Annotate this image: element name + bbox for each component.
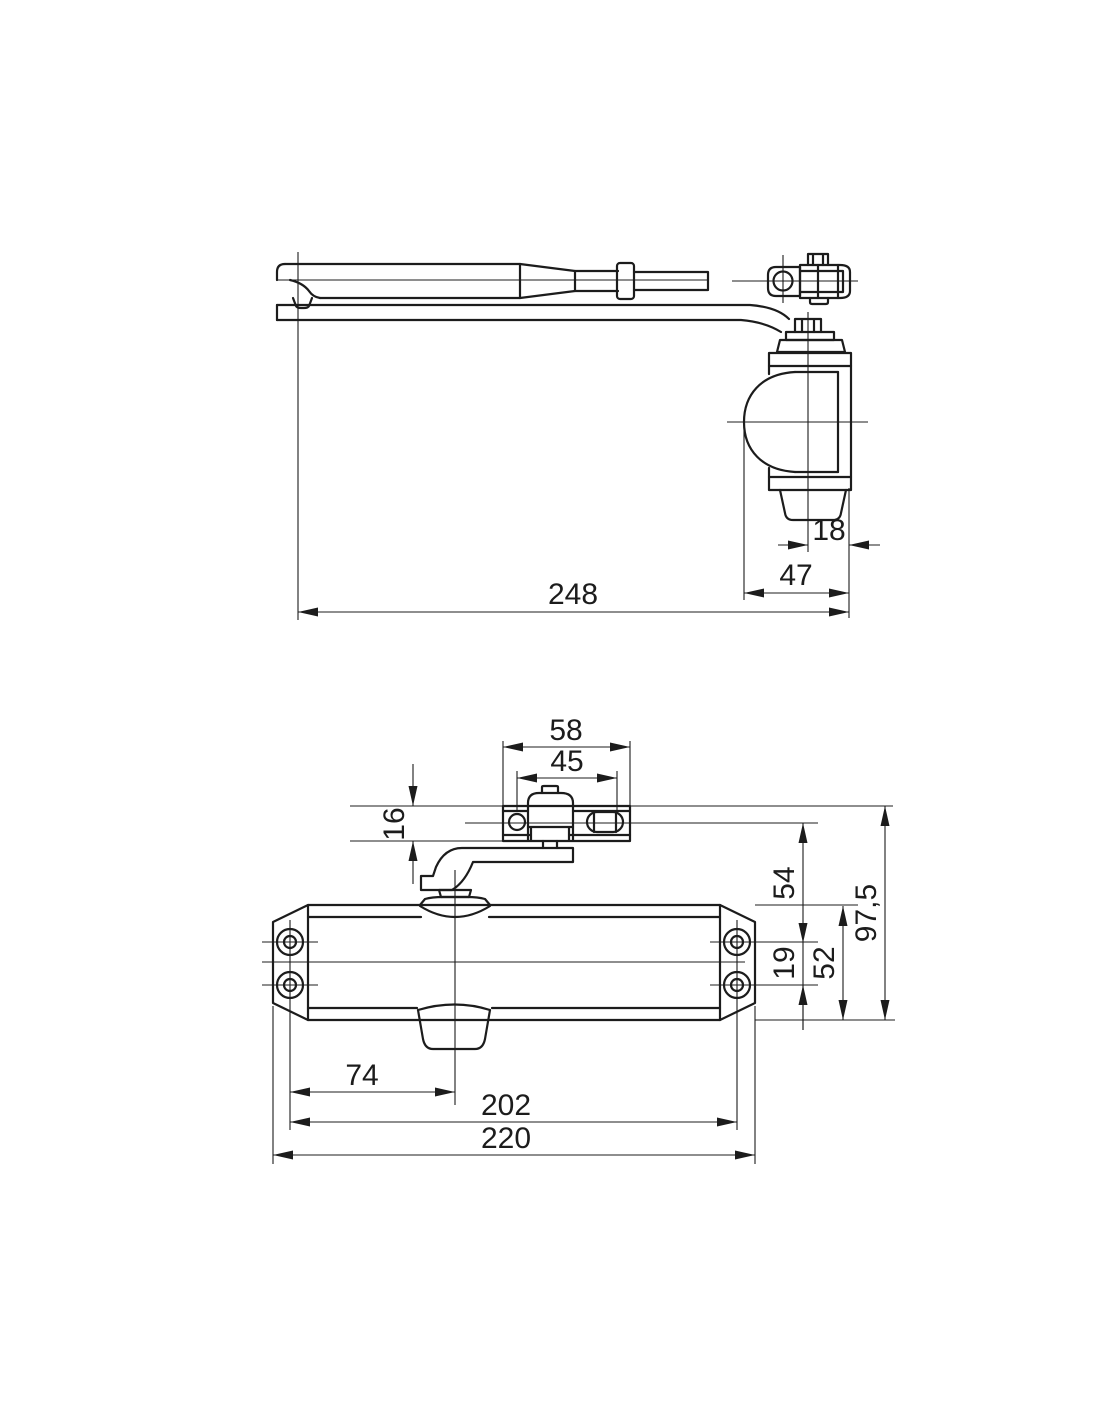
dim-19	[768, 943, 803, 1030]
dim-45	[517, 745, 617, 810]
bracket-boss-lower-lines	[528, 827, 573, 840]
dim-58-label: 58	[549, 714, 583, 747]
bracket-slot-inner-lines	[594, 812, 616, 832]
flat-arm-and-pinion	[277, 305, 845, 352]
body-bottom-flange	[769, 477, 851, 490]
front-arm-outline	[421, 848, 573, 890]
valve-boss-arc	[418, 1005, 490, 1011]
bracket-round-hole	[509, 814, 525, 830]
closer-body	[273, 905, 755, 1049]
front-view-body	[262, 714, 895, 1164]
rod-lock-collar	[617, 263, 634, 299]
valve-bucket	[418, 1010, 490, 1049]
bracket-pivot-boss	[528, 793, 573, 840]
main-arm	[277, 263, 708, 308]
dim-19-label: 19	[768, 946, 801, 980]
body-top-cap	[769, 353, 851, 366]
top-view-arm-assembly	[277, 252, 880, 620]
dim-97-5	[850, 806, 885, 1020]
dim-202	[290, 1089, 737, 1122]
dim-16-label: 16	[378, 807, 411, 841]
dim-52	[808, 906, 843, 1020]
bracket-slot-hole	[587, 812, 623, 832]
dim-248-label: 248	[547, 578, 599, 611]
dim-54	[768, 823, 803, 943]
dim-74-label: 74	[345, 1059, 379, 1092]
front-arm	[420, 848, 573, 917]
flat-arm-bottom-edge	[277, 320, 781, 332]
arm-bottom-edge	[320, 291, 618, 298]
dim-220	[273, 1122, 755, 1155]
arm-end-fitting	[290, 280, 320, 298]
dim-54-label: 54	[768, 866, 801, 900]
dim-74	[290, 1059, 455, 1092]
arm-eye-and-shoe	[768, 254, 850, 304]
dim-47	[744, 559, 849, 593]
dim-47-label: 47	[779, 559, 813, 592]
shoe-bolt-head	[808, 254, 828, 265]
dim-16	[378, 764, 413, 884]
dim-45-label: 45	[550, 745, 584, 778]
dim-97-5-label: 97,5	[850, 883, 883, 943]
pinion-flange	[777, 340, 845, 352]
flat-arm-top-edge	[277, 305, 789, 319]
dim-18-label: 18	[812, 514, 846, 547]
dim-220-label: 220	[480, 1122, 532, 1155]
threaded-rod	[634, 272, 708, 290]
dim-248	[298, 578, 849, 612]
front-view-centerlines	[262, 806, 895, 1164]
arm-left-rounded-end	[277, 264, 285, 280]
dim-52-label: 52	[808, 946, 841, 980]
mounting-bracket	[503, 786, 630, 848]
dim-202-label: 202	[480, 1089, 532, 1122]
pinion-washer	[786, 332, 834, 340]
body-side-view	[744, 353, 851, 520]
arm-top-edge	[285, 264, 618, 271]
arm-end-stud	[293, 298, 312, 308]
